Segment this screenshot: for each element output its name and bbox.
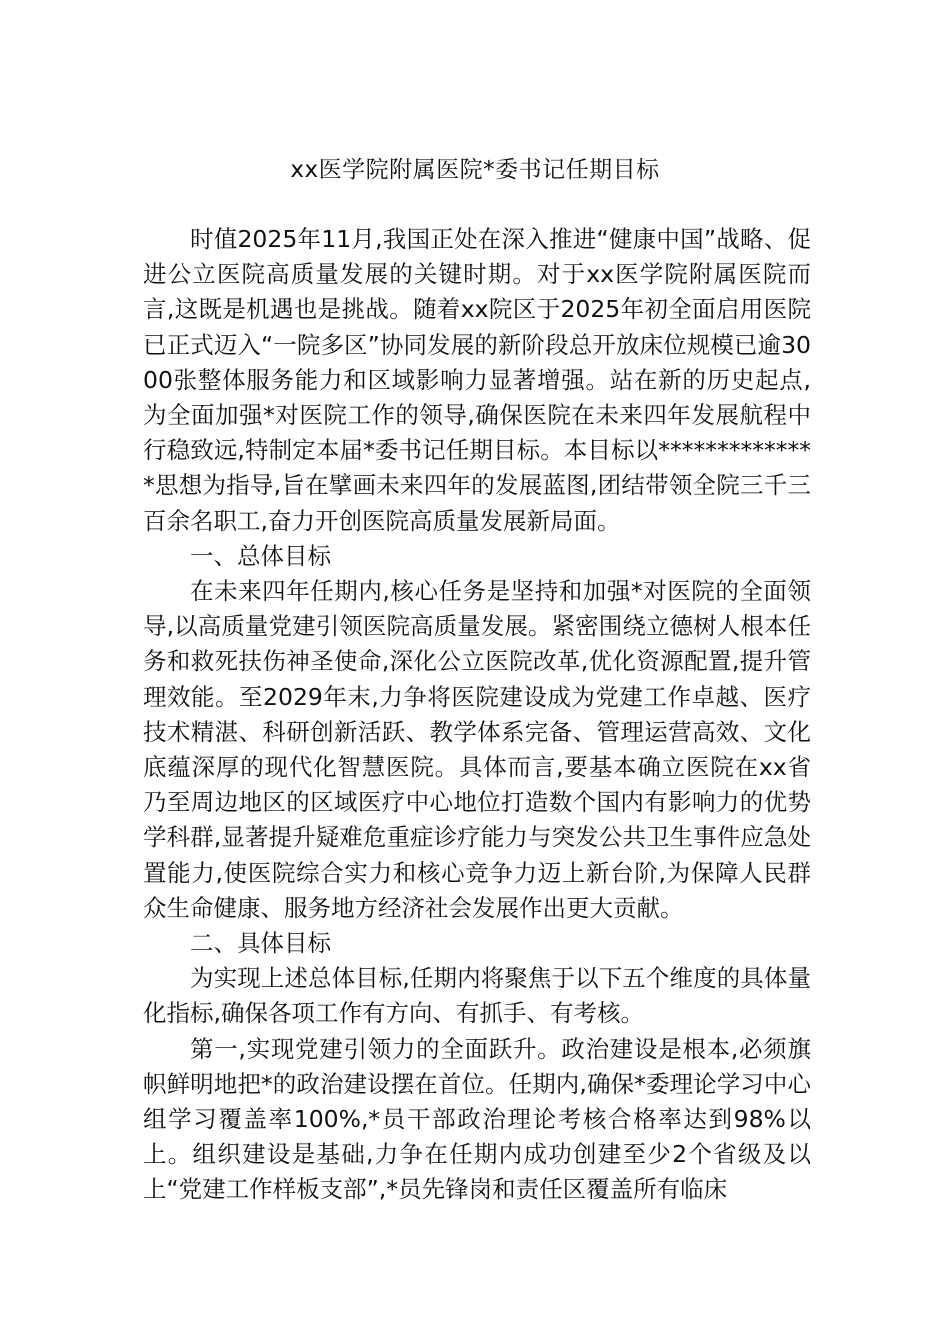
section-heading-overall-goal: 一、总体目标 (190, 541, 331, 570)
section-heading-specific-goals: 二、具体目标 (190, 929, 331, 958)
document-body (143, 222, 811, 1208)
intro-paragraph: 时值2025年11月,我国正处在深入推进“健康中国”战略、促进公立医院高质量发展的关键时期。对于xx医学院附属医院而言,这既是机遇也是挑战。随着xx院区于2025年初全面启用医院已正式迈入“一院多区”协同发展的新阶段总开放床位规模已逾3000张整体服务能力和区域影响力显著增强。站在新的历史起点,为全面加强*对医院工作的领导,确保医院在未来四年发展航程中行稳致远,特制定本届*委书记任期目标。本目标以**************思想为指导,旨在擘画未来四年的发展蓝图,团结带领全院三千三百余名职工,奋力开创医院高质量发展新局面。 (143, 225, 811, 535)
document-title: xx医学院附属医院*委书记任期目标 (290, 157, 660, 183)
overall-goal-paragraph: 在未来四年任期内,核心任务是坚持和加强*对医院的全面领导,以高质量党建引领医院高质量发展。紧密围绕立德树人根本任务和救死扶伤神圣使命,深化公立医院改革,优化资源配置,提升管理效能。至2029年末,力争将医院建设成为党建工作卓越、医疗技术精湛、科研创新活跃、教学体系完备、管理运营高效、文化底蕴深厚的现代化智慧医院。具体而言,要基本确立医院在xx省乃至周边地区的区域医疗中心地位打造数个国内有影响力的优势学科群,显著提升疑难危重症诊疗能力与突发公共卫生事件应急处置能力,使医院综合实力和核心竞争力迈上新台阶,为保障人民群众生命健康、服务地方经济社会发展作出更大贡献。 (143, 577, 811, 922)
specific-goals-intro-paragraph: 为实现上述总体目标,任期内将聚焦于以下五个维度的具体量化指标,确保各项工作有方向、有抓手、有考核。 (143, 964, 811, 1028)
first-goal-paragraph: 第一,实现党建引领力的全面跃升。政治建设是根本,必须旗帜鲜明地把*的政治建设摆在首位。任期内,确保*委理论学习中心组学习覆盖率100%,*员干部政治理论考核合格率达到98%以上。组织建设是基础,力争在任期内成功创建至少2个省级及以上“党建工作样板支部”,*员先锋岗和责任区覆盖所有临床 (143, 1034, 811, 1204)
